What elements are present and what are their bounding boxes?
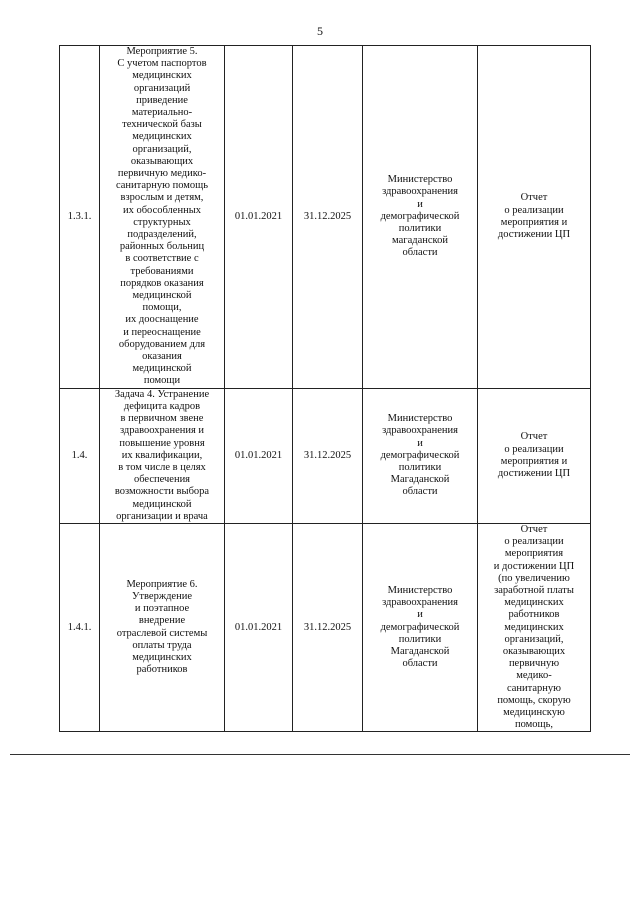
row-number: 1.4.: [60, 388, 100, 523]
end-date: 31.12.2025: [293, 46, 363, 389]
end-date: 31.12.2025: [293, 388, 363, 523]
measures-table: [59, 45, 591, 732]
start-date: 01.01.2021: [225, 523, 293, 731]
page-number: 5: [317, 24, 323, 38]
result-report: Отчет о реализации мероприятия и достижении ЦП (по увеличению заработной платы медицинских работников медицинских организаций, оказывающих первичную медико- санитарную помощь, скорую медицинскую помощь,: [478, 523, 591, 731]
responsible-org: Министерство здравоохранения и демографической политики магаданской области: [363, 46, 478, 389]
start-date: 01.01.2021: [225, 388, 293, 523]
row-number: 1.3.1.: [60, 46, 100, 389]
page-divider: [10, 754, 630, 755]
table-row: [60, 388, 591, 523]
responsible-org: Министерство здравоохранения и демографической политики Магаданской области: [363, 523, 478, 731]
measure-name: Задача 4. Устранение дефицита кадров в первичном звене здравоохранения и повышение уровня их квалификации, в том числе в целях обеспечения возможности выбора медицинской организации и врача: [100, 388, 225, 523]
result-report: Отчет о реализации мероприятия и достижении ЦП: [478, 46, 591, 389]
end-date: 31.12.2025: [293, 523, 363, 731]
table-row: [60, 523, 591, 731]
measure-name: Мероприятие 6. Утверждение и поэтапное внедрение отраслевой системы оплаты труда медицинских работников: [100, 523, 225, 731]
measure-name: Мероприятие 5. С учетом паспортов медицинских организаций приведение материально- технической базы медицинских организаций, оказывающих первичную медико- санитарную помощь взрослым и детям, их обособленных структурных подразделений, районных больниц в соответствие с требованиями порядков оказания медицинской помощи, их дооснащение и переоснащение оборудованием для оказания медицинской помощи: [100, 46, 225, 389]
table-row: [60, 46, 591, 389]
start-date: 01.01.2021: [225, 46, 293, 389]
responsible-org: Министерство здравоохранения и демографической политики Магаданской области: [363, 388, 478, 523]
result-report: Отчет о реализации мероприятия и достижении ЦП: [478, 388, 591, 523]
row-number: 1.4.1.: [60, 523, 100, 731]
